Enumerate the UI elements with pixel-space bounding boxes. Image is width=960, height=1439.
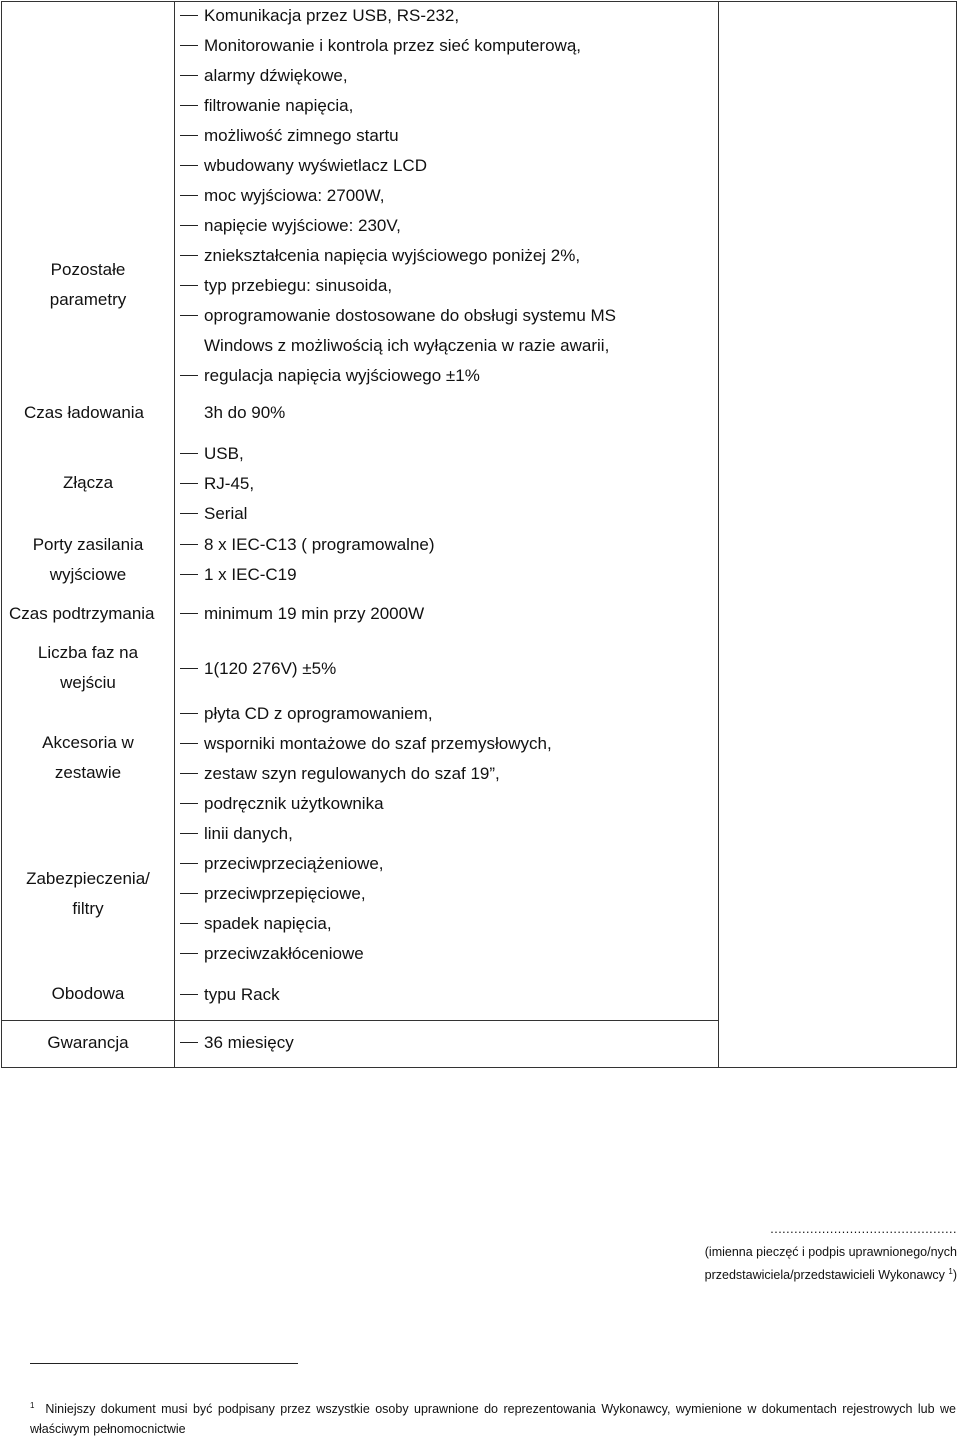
list-item: spadek napięcia, — [180, 909, 384, 939]
signature-caption-line1: (imienna pieczęć i podpis uprawnionego/nych — [704, 1245, 957, 1259]
list-item: wsporniki montażowe do szaf przemysłowych, — [180, 729, 552, 759]
footnote-mark: 1 — [30, 1401, 35, 1410]
list-item: przeciwzakłóceniowe — [180, 939, 384, 969]
list-item: linii danych, — [180, 819, 384, 849]
list-porty — [180, 530, 435, 590]
list-item: Serial — [180, 499, 254, 529]
list-item: typ przebiegu: sinusoida, — [180, 271, 616, 301]
list-item: 1 x IEC-C19 — [180, 560, 435, 590]
list-liczba-faz — [180, 654, 336, 684]
list-zlacza — [180, 439, 254, 529]
row-label-pozostale: Pozostałe parametry — [49, 260, 127, 309]
list-item-continuation: Windows z możliwością ich wyłączenia w razie awarii, — [204, 336, 610, 355]
row-label-obudowa: Obodowa — [51, 984, 125, 1003]
row-label-czas-podtrzymania: Czas podtrzymania — [9, 604, 155, 623]
list-item: Komunikacja przez USB, RS-232, — [180, 1, 616, 31]
list-item: moc wyjściowa: 2700W, — [180, 181, 616, 211]
footnote-separator — [30, 1363, 298, 1364]
list-item: USB, — [180, 439, 254, 469]
row-divider — [1, 1020, 718, 1021]
row-label-liczba-faz: Liczba faz na wejściu — [37, 643, 139, 692]
row-label-czas-ladowania: Czas ładowania — [24, 403, 145, 422]
list-czas-podtrzymania — [180, 599, 424, 629]
list-item: typu Rack — [180, 980, 280, 1010]
footnote — [30, 1396, 956, 1439]
list-akcesoria — [180, 699, 552, 819]
footnote-text: Niniejszy dokument musi być podpisany przez wszystkie osoby uprawnione do reprezentowania Wykonawcy, wymienione w dokumentach rejestrowych lub we właściwym pełnomocnictwie — [30, 1402, 956, 1437]
list-item: przeciwprzeciążeniowe, — [180, 849, 384, 879]
signature-dots: ............................................... — [770, 1222, 957, 1236]
list-item: 8 x IEC-C13 ( programowalne) — [180, 530, 435, 560]
row-label-gwarancja: Gwarancja — [47, 1033, 129, 1052]
list-item: płyta CD z oprogramowaniem, — [180, 699, 552, 729]
list-item: 36 miesięcy — [180, 1028, 294, 1058]
row-label-porty: Porty zasilania wyjściowe — [32, 535, 144, 584]
list-obudowa — [180, 980, 280, 1010]
list-pozostale — [180, 1, 616, 391]
row-label-zabezpieczenia: Zabezpieczenia/ filtry — [26, 869, 150, 918]
column-divider-left — [174, 1, 175, 1068]
list-zabezpieczenia — [180, 819, 384, 969]
list-item: regulacja napięcia wyjściowego ±1% — [180, 361, 616, 391]
row-label-akcesoria: Akcesoria w zestawie — [42, 733, 134, 782]
list-item: podręcznik użytkownika — [180, 789, 552, 819]
list-item: Monitorowanie i kontrola przez sieć komputerową, — [180, 31, 616, 61]
list-item: możliwość zimnego startu — [180, 121, 616, 151]
row-label-zlacza: Złącza — [62, 473, 114, 492]
list-item: 1(120 276V) ±5% — [180, 654, 336, 684]
value-czas-ladowania: 3h do 90% — [204, 403, 286, 422]
list-item: filtrowanie napięcia, — [180, 91, 616, 121]
list-item: przeciwprzepięciowe, — [180, 879, 384, 909]
list-gwarancja — [180, 1028, 294, 1058]
list-item: napięcie wyjściowe: 230V, — [180, 211, 616, 241]
list-item: zestaw szyn regulowanych do szaf 19”, — [180, 759, 552, 789]
list-item: zniekształcenia napięcia wyjściowego poniżej 2%, — [180, 241, 616, 271]
list-item: oprogramowanie dostosowane do obsługi systemu MS — [180, 301, 616, 331]
list-item: RJ-45, — [180, 469, 254, 499]
list-item: minimum 19 min przy 2000W — [180, 599, 424, 629]
signature-caption-line2: przedstawiciela/przedstawicieli Wykonawcy $^1$) — [704, 1267, 957, 1283]
list-item: alarmy dźwiękowe, — [180, 61, 616, 91]
list-item: wbudowany wyświetlacz LCD — [180, 151, 616, 181]
column-divider-right — [718, 1, 719, 1068]
